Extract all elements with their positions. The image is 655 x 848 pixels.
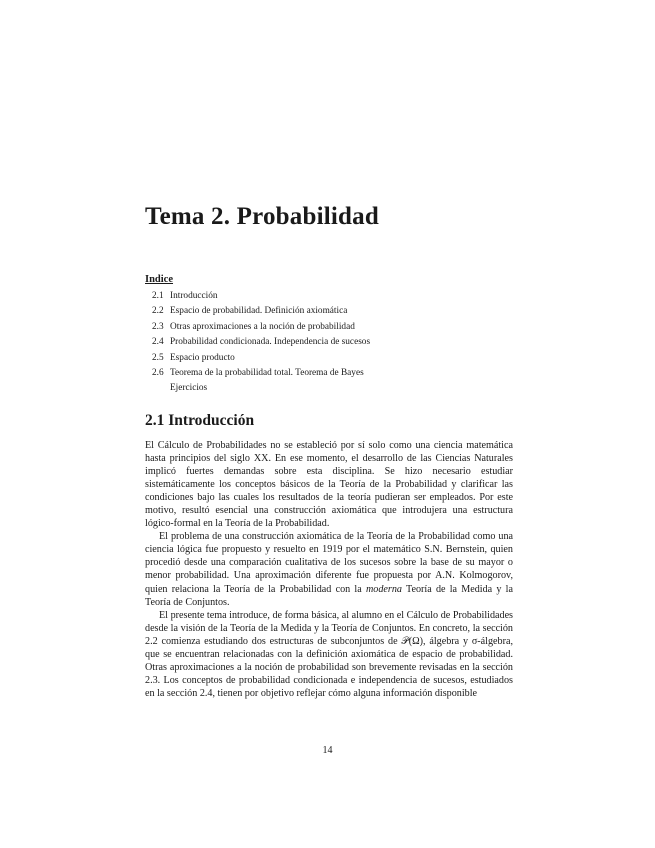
toc-list [145, 289, 545, 397]
toc-item-label: Teorema de la probabilidad total. Teorema de Bayes [170, 368, 364, 379]
toc-item-label: Probabilidad condicionada. Independencia de sucesos [170, 337, 371, 348]
toc-item [145, 320, 545, 335]
section-body [145, 439, 513, 700]
emphasis: moderna [365, 583, 402, 595]
toc-item-number: 2.1 [152, 291, 164, 301]
toc-item-exercises: Ejercicios [170, 383, 208, 394]
paragraph: El presente tema introduce, de forma básica, al alumno en el Cálculo de Probabilidades desde la visión de la Teoría de la Medida y la Teoría de Conjuntos. En concreto, la sección 2.2 comienza estudiando dos estructuras de subconjuntos de 𝒫(Ω), álgebra y σ-álgebra, que se encuentran relacionadas con la definición axiomática de espacio de probabilidad. Otras aproximaciones a la noción de probabilidad son brevemente revisadas en la sección 2.3. Los conceptos de probabilidad condicionada e independencia de sucesos, estudiados en la sección 2.4, tienen por objetivo reflejar cómo alguna información disponible [145, 609, 513, 699]
toc-item [145, 289, 545, 304]
toc-item-number: 2.5 [152, 352, 164, 363]
paragraph: El problema de una construcción axiomática de la Teoría de la Probabilidad como una ciencia lógica fue propuesto y resuelto en 1919 por el matemático S.N. Bernstein, quien procedió desde una comparación cualitativa de los sucesos sobre la base de su mayor o menor probabilidad. Una aproximación diferente fue propuesta por A.N. Kolmogorov, quien relaciona la Teoría de la Probabilidad con la moderna Teoría de la Medida y la Teoría de Conjuntos. [145, 531, 513, 608]
toc-heading: Indice [145, 274, 174, 285]
toc-item-label: Espacio de probabilidad. Definición axiomática [170, 306, 348, 317]
toc-item [145, 351, 545, 366]
toc-item-number: 2.4 [152, 337, 164, 348]
section-heading: 2.1 Introducción [145, 412, 255, 429]
toc-item-label: Espacio producto [170, 352, 235, 363]
toc-item-label: Introducción [170, 291, 218, 301]
toc-item-number: 2.6 [152, 368, 164, 379]
toc-item-number: 2.2 [152, 306, 164, 317]
page-number: 14 [322, 745, 333, 756]
toc-item-number: 2.3 [152, 321, 164, 332]
table-of-contents [145, 274, 545, 397]
chapter-title: Tema 2. Probabilidad [145, 203, 379, 230]
toc-item [145, 304, 545, 319]
paragraph: El Cálculo de Probabilidades no se estableció por sí solo como una ciencia matemática hasta principios del siglo XX. En ese momento, el desarrollo de las Ciencias Naturales implicó fuertes demandas sobre esta disciplina. Se hizo necesario estudiar sistemáticamente los conceptos básicos de la Teoría de la Probabilidad y clarificar las condiciones bajo las cuales los resultados de la teoría pudieran ser empleados. Por este motivo, resultó esencial una construcción axiomática que introdujera una estructura lógico-formal en la Teoría de la Probabilidad. [145, 440, 513, 530]
toc-item [145, 335, 545, 350]
toc-item [145, 366, 545, 381]
toc-item-label: Otras aproximaciones a la noción de probabilidad [170, 321, 355, 332]
